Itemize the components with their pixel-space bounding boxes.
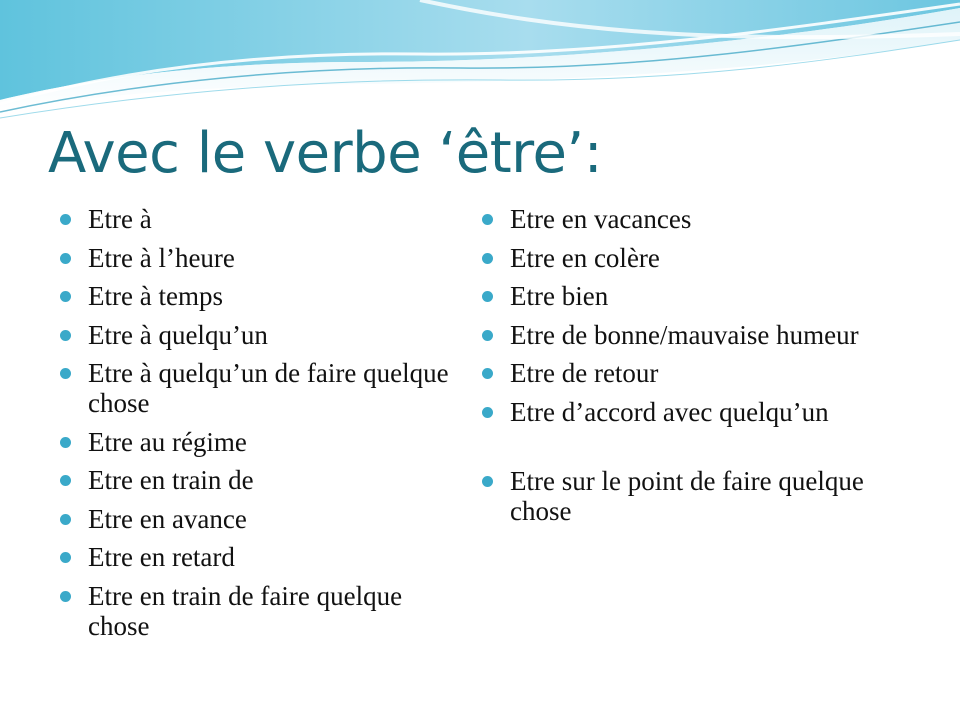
list-item-text: Etre sur le point de faire quelque chose <box>510 465 864 526</box>
bullet-icon <box>482 368 493 379</box>
bullet-icon <box>482 407 493 418</box>
list-item-text: Etre bien <box>510 281 609 311</box>
list-item <box>60 465 470 495</box>
list-item-text: Etre en train de <box>88 465 254 495</box>
bullet-icon <box>60 437 71 448</box>
bullet-icon <box>60 514 71 525</box>
bullet-icon <box>60 591 71 602</box>
list-item <box>60 204 470 234</box>
list-item-text: Etre en train de faire quelque chose <box>88 580 403 641</box>
bullet-icon <box>60 330 71 341</box>
bullet-icon <box>482 291 493 302</box>
list-item <box>482 320 922 350</box>
list-item <box>482 281 922 311</box>
bullet-icon <box>482 330 493 341</box>
right-bullet-list <box>482 204 922 534</box>
list-item <box>60 243 470 273</box>
list-item-text: Etre à <box>88 204 152 234</box>
bullet-icon <box>60 291 71 302</box>
list-item-text: Etre d’accord avec quelqu’un <box>510 396 829 427</box>
bullet-icon <box>482 253 493 264</box>
list-item-text: Etre au régime <box>88 426 247 457</box>
list-item <box>60 320 470 350</box>
left-bullet-list <box>60 204 470 649</box>
list-item <box>60 427 470 457</box>
bullet-icon <box>60 368 71 379</box>
list-item-text: Etre de bonne/mauvaise humeur <box>510 319 859 350</box>
list-item-text: Etre en vacances <box>510 204 692 234</box>
bullet-icon <box>60 214 71 225</box>
list-item-text: Etre à quelqu’un <box>88 319 268 350</box>
list-item-text: Etre à quelqu’un de faire quelque chose <box>88 358 449 418</box>
list-item-text: Etre en avance <box>88 503 247 534</box>
bullet-icon <box>482 214 493 225</box>
list-item <box>60 581 470 641</box>
list-item <box>482 243 922 273</box>
list-item <box>482 358 922 388</box>
list-item-text: Etre à temps <box>88 281 223 311</box>
bullet-icon <box>60 475 71 486</box>
list-item-text: Etre en colère <box>510 242 660 273</box>
list-item <box>482 397 922 427</box>
list-item <box>482 466 922 526</box>
list-item-text: Etre à l’heure <box>88 242 235 273</box>
decorative-wave-header <box>0 0 960 130</box>
list-item <box>60 504 470 534</box>
bullet-icon <box>60 552 71 563</box>
list-item <box>482 204 922 234</box>
list-item-text: Etre en retard <box>88 542 235 572</box>
bullet-icon <box>482 476 493 487</box>
slide-title: Avec le verbe ‘être’: <box>48 121 603 186</box>
list-item-text: Etre de retour <box>510 358 659 388</box>
list-item <box>60 281 470 311</box>
list-item <box>60 542 470 572</box>
list-item <box>60 358 470 418</box>
bullet-icon <box>60 253 71 264</box>
